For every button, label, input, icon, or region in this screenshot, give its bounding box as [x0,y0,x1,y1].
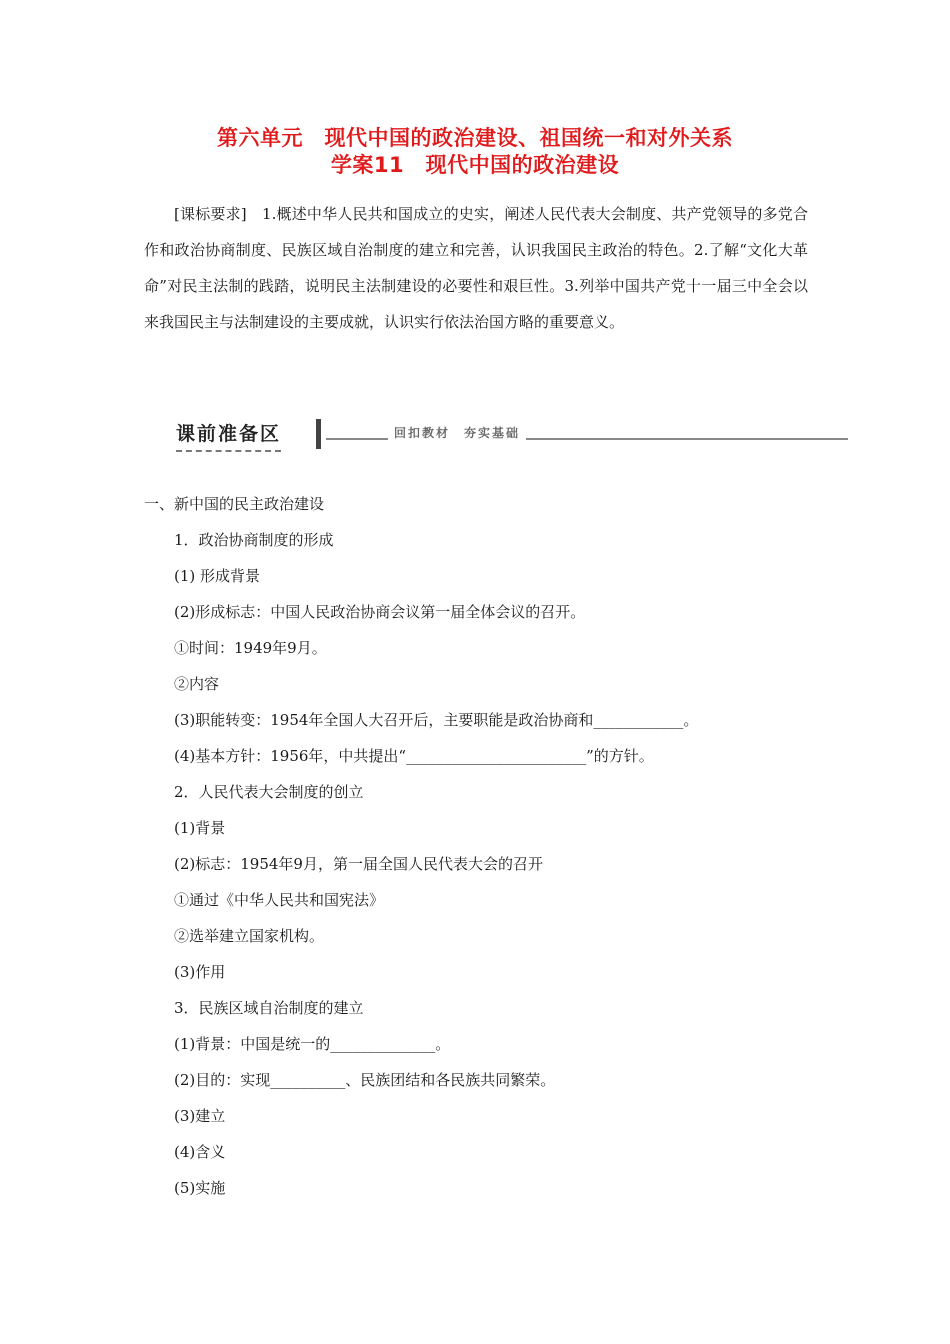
list-item: (2)目的：实现__________、民族团结和各民族共同繁荣。 [174,1071,556,1089]
list-item: (2)标志：1954年9月，第一届全国人民代表大会的召开 [174,855,543,873]
curriculum-requirements: [课标要求] 1.概述中华人民共和国成立的史实，阐述人民代表大会制度、共产党领导的多党合作和政治协商制度、民族区域自治制度的建立和完善，认识我国民主政治的特色。2.了解“文化大革命”对民主法制的践踏，说明民主法制建设的必要性和艰巨性。3.列举中国共产党十一届三中全会以来我国民主与法制建设的主要成就，认识实行依法治国方略的重要意义。 [144,205,808,331]
list-item: ②内容 [174,675,220,693]
unit-title: 第六单元 现代中国的政治建设、祖国统一和对外关系 [217,126,733,150]
subsection-heading: 2．人民代表大会制度的创立 [174,783,364,801]
list-item: (1) 形成背景 [174,567,261,585]
list-item: (5)实施 [174,1179,226,1197]
banner-divider [316,419,321,449]
list-item: ②选举建立国家机构。 [174,927,325,945]
list-item: (3)建立 [174,1107,226,1125]
section-banner [176,417,848,453]
banner-subtitle: 回扣教材 夯实基础 [388,424,526,441]
list-item: (4)含义 [174,1143,226,1161]
list-item: (1)背景 [174,819,226,837]
section-heading: 一、新中国的民主政治建设 [144,495,325,513]
list-item: ①通过《中华人民共和国宪法》 [174,891,385,909]
list-item: ①时间：1949年9月。 [174,639,327,657]
list-item: (2)形成标志：中国人民政治协商会议第一届全体会议的召开。 [174,603,586,621]
list-item: (1)背景：中国是统一的______________。 [174,1035,451,1053]
banner-title: 课前准备区 [176,419,281,452]
list-item: (4)基本方针：1956年，中共提出“________________________”的方针。 [174,747,654,765]
subsection-heading: 1．政治协商制度的形成 [174,531,334,549]
list-item: (3)职能转变：1954年全国人大召开后，主要职能是政治协商和____________。 [174,711,699,729]
subsection-heading: 3．民族区域自治制度的建立 [174,999,364,1017]
list-item: (3)作用 [174,963,226,981]
lesson-title: 学案11 现代中国的政治建设 [330,153,620,177]
